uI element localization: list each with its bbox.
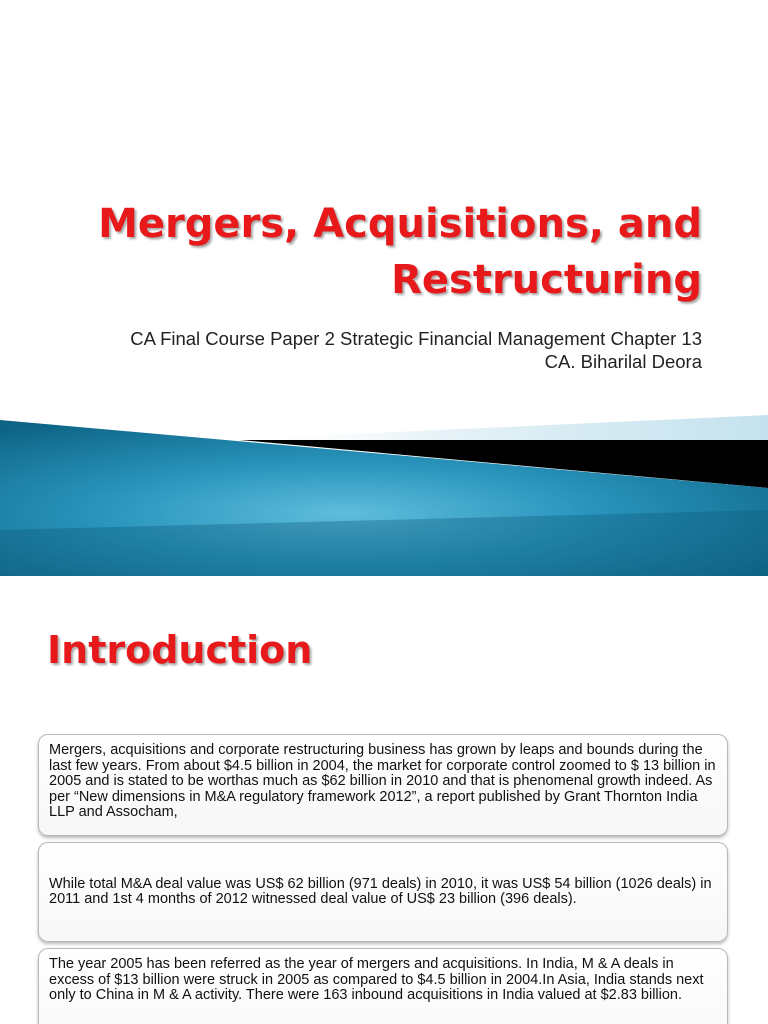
slide-title-line-1: Mergers, Acquisitions, and bbox=[98, 201, 702, 247]
banner-light-strip bbox=[220, 415, 768, 440]
paragraph-3: The year 2005 has been referred as the year of mergers and acquisitions. In India, M & A deals in excess of $13 billion were struck in 2005 as compared to $4.5 billion in 2004.In Asia, India stands next only to China in M & A activity. There were 163 inbound acquisitions in India valued at $2.83 billion. bbox=[49, 956, 704, 1003]
author-line: CA. Biharilal Deora bbox=[544, 351, 702, 372]
paragraph-2: While total M&A deal value was US$ 62 billion (971 deals) in 2010, it was US$ 54 billion (1026 deals) in 2011 and 1st 4 months of 2012 witnessed deal value of US$ 23 billion (396 deals). bbox=[49, 875, 712, 907]
slide-title-line-2: Restructuring bbox=[391, 257, 702, 303]
text-box-3 bbox=[38, 948, 728, 1024]
introduction-slide bbox=[0, 576, 768, 1024]
course-line: CA Final Course Paper 2 Strategic Financial Management Chapter 13 bbox=[130, 328, 702, 349]
text-box-1 bbox=[38, 734, 728, 836]
text-box-2 bbox=[38, 842, 728, 942]
decorative-banner bbox=[0, 410, 768, 576]
paragraph-1: Mergers, acquisitions and corporate restructuring business has grown by leaps and bounds during the last few years. From about $4.5 billion in 2004, the market for corporate control zoomed to $ 13 billion in 2005 and is stated to be worthas much as $62 billion in 2010 and that is phenomenal growth indeed. As per “New dimensions in M&A regulatory framework 2012”, a report published by Grant Thornton India LLP and Assocham, bbox=[49, 742, 716, 820]
slide-title bbox=[62, 196, 702, 308]
section-title: Introduction bbox=[47, 628, 313, 672]
slide-subtitle bbox=[22, 327, 702, 373]
